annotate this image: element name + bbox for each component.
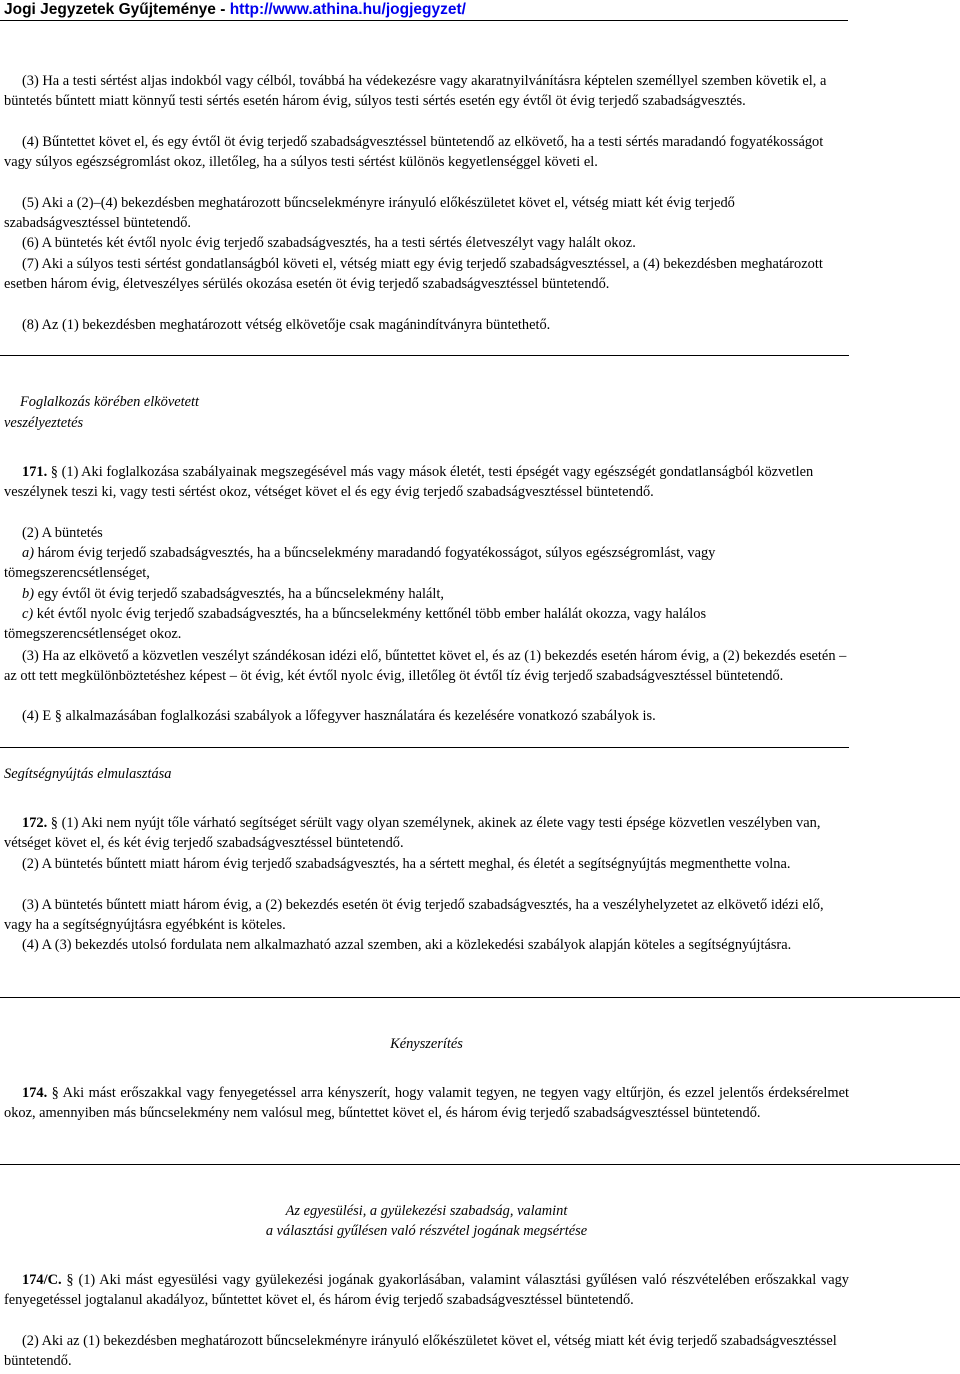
paragraph-171-2b: b) egy évtől öt évig terjedő szabadságvesztés, ha a bűncselekmény halált,	[22, 586, 444, 602]
paragraph-170-5: (5) Aki a (2)–(4) bekezdésben meghatározott bűncselekményre irányuló előkészületet követ el, vétség miatt két évig terjedő szabadságvesztéssel büntetendő.	[4, 195, 735, 232]
paragraph-171-2: (2) A büntetés	[22, 525, 103, 541]
paragraph-174: 174. § Aki mást erőszakkal vagy fenyegetéssel arra kényszerít, hogy valamit tegyen, ne tegyen vagy eltűrjön, és ezzel jelentős érdeksérelmet okoz, amennyiben más bűncselekmény nem valósul meg, bűntettet követ el, és három évig terjedő szabadságvesztéssel büntetendő.	[4, 1085, 849, 1122]
site-title: Jogi Jegyzetek Gyűjteménye -	[4, 1, 230, 18]
paragraph-172-1: 172. § (1) Aki nem nyújt tőle várható segítséget sérült vagy olyan személynek, akinek az élete vagy testi épsége közvetlen veszélyben van, vétséget követ el, és két évig terjedő szabadságvesztéssel büntetendő.	[4, 815, 821, 852]
section-title-171-line2: veszélyeztetés	[4, 415, 84, 431]
paragraph-171-1: 171. § (1) Aki foglalkozása szabályainak megszegésével más vagy mások életét, testi épségét vagy egészségét gondatlanságból közvetlen veszélynek teszi ki, vagy testi sértést okoz, vétséget követ el és egy évig terjedő szabadságvesztéssel büntetendő.	[4, 464, 814, 501]
paragraph-170-4: (4) Bűntettet követ el, és egy évtől öt évig terjedő szabadságvesztéssel büntetendő az elkövető, ha a testi sértés maradandó fogyatékosságot vagy súlyos egészségromlást okoz, illetőleg, ha a súlyos testi sértést különös kegyetlenséggel követi el.	[4, 134, 824, 171]
site-url-link[interactable]: http://www.athina.hu/jogjegyzet/	[229, 1, 466, 18]
paragraph-171-2c: c) két évtől nyolc évig terjedő szabadságvesztés, ha a bűncselekmény kettőnél több ember halálát okozza, vagy halálos tömegszerencsétlenséget okoz.	[4, 606, 707, 643]
header-divider	[0, 20, 848, 21]
section-title-172: Segítségnyújtás elmulasztása	[4, 766, 172, 782]
paragraph-172-3: (3) A büntetés bűntett miatt három évig, a (2) bekezdés esetén öt évig terjedő szabadságvesztés, ha a veszélyhelyzetet az elkövető idézi elő, vagy ha a segítségnyújtásra egyébként is köteles.	[4, 897, 824, 934]
paragraph-170-3: (3) Ha a testi sértést aljas indokból vagy célból, továbbá ha védekezésre vagy akaratnyilvánításra képtelen személlyel szemben követik el, a büntetés bűntett miatt könnyű testi sértés esetén három évig, súlyos testi sértés esetén egy évtől öt évig terjedő szabadságvesztés.	[4, 73, 827, 110]
paragraph-174c-1: 174/C. § (1) Aki mást egyesülési vagy gyülekezési jogának gyakorlásában, valamint választási gyűlésen való részvételében erőszakkal vagy fenyegetéssel jogtalanul akadályoz, bűntettet követ el, és három évig terjedő szabadságvesztéssel büntetendő.	[4, 1272, 849, 1309]
page-header	[4, 0, 956, 22]
paragraph-170-7: (7) Aki a súlyos testi sértést gondatlanságból követi el, vétség miatt egy évig terjedő szabadságvesztéssel, a (4) bekezdésben meghatározott esetben három évig, életveszélyes sérülés okozása esetén öt évig terjedő szabadságvesztéssel büntetendő.	[4, 256, 823, 293]
paragraph-170-6: (6) A büntetés két évtől nyolc évig terjedő szabadságvesztés, ha a testi sértés életveszélyt vagy halált okoz.	[22, 235, 636, 251]
paragraph-171-4: (4) E § alkalmazásában foglalkozási szabályok a lőfegyver használatára és kezelésére vonatkozó szabályok is.	[22, 708, 656, 724]
section-divider	[0, 997, 960, 998]
section-divider	[0, 355, 849, 356]
paragraph-172-4: (4) A (3) bekezdés utolsó fordulata nem alkalmazható azzal szemben, aki a közlekedési szabályok alapján köteles a segítségnyújtásra.	[22, 937, 792, 953]
paragraph-171-2a: a) három évig terjedő szabadságvesztés, ha a bűncselekmény maradandó fogyatékosságot, súlyos egészségromlást, vagy tömegszerencsétlenséget,	[4, 545, 716, 582]
paragraph-174c-2: (2) Aki az (1) bekezdésben meghatározott bűncselekményre irányuló előkészületet követ el, vétség miatt két évig terjedő szabadságvesztéssel büntetendő.	[4, 1333, 837, 1370]
section-number-174c: 174/C.	[22, 1272, 62, 1288]
paragraph-170-8: (8) Az (1) bekezdésben meghatározott vétség elkövetője csak magánindítványra büntethető.	[22, 317, 551, 333]
section-divider	[0, 747, 849, 748]
section-title-171: Foglalkozás körében elkövetett	[20, 394, 200, 410]
section-number-174: 174.	[22, 1085, 48, 1101]
section-title-174c: Az egyesülési, a gyülekezési szabadság, valamint	[285, 1203, 568, 1219]
section-number-171: 171.	[22, 464, 48, 480]
section-number-172: 172.	[22, 815, 48, 831]
paragraph-172-2: (2) A büntetés bűntett miatt három évig terjedő szabadságvesztés, ha a sértett meghal, és életét a segítségnyújtás megmenthette volna.	[22, 856, 791, 872]
section-divider	[0, 1164, 960, 1165]
section-title-174c-line2: a választási gyűlésen való részvétel jogának megsértése	[265, 1223, 588, 1239]
paragraph-171-3: (3) Ha az elkövető a közvetlen veszélyt szándékosan idézi elő, bűntettet követ el, és az (1) bekezdés esetén három évig, a (2) bekezdés esetén – az ott tett megkülönböztetéshez képest – öt évig, két évtől nyolc évig, illetőleg öt évtől tíz évig terjedő szabadságvesztéssel büntetendő.	[4, 648, 847, 685]
section-title-174: Kényszerítés	[390, 1036, 463, 1052]
